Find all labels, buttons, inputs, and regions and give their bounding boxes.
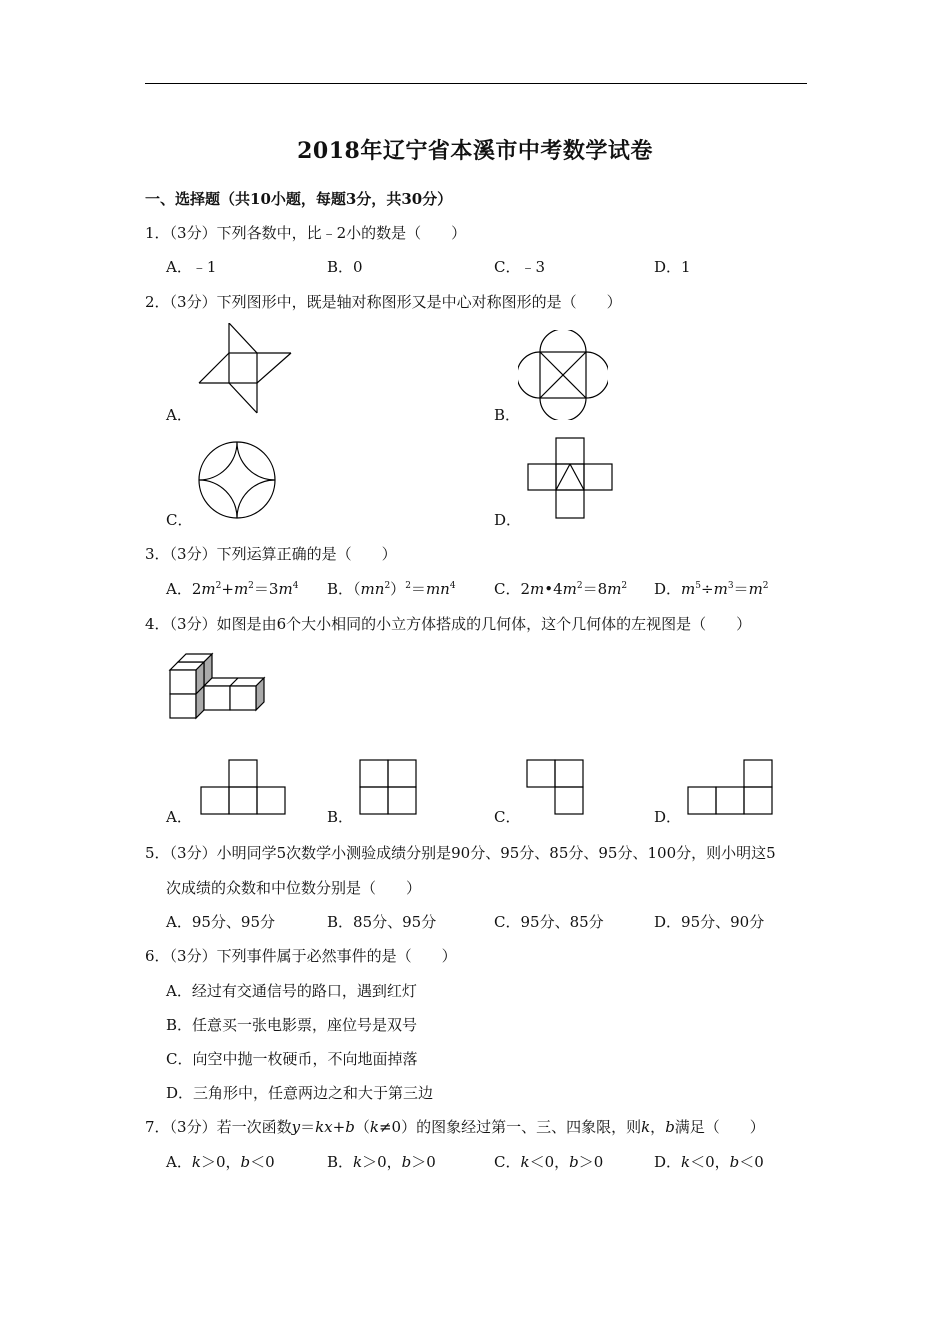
q5-option-c: C．95分、85分	[494, 913, 604, 931]
q2-option-d: D．	[494, 511, 522, 529]
q6-option-c: C．向空中抛一枚硬币，不向地面掉落	[166, 1050, 418, 1068]
q4-solid-figure	[166, 648, 268, 720]
q7-option-b: B．k＞0，b＞0	[327, 1153, 436, 1171]
section-heading: 一、选择题（共10小题，每题3分，共30分）	[145, 190, 453, 208]
q5-option-d: D．95分、90分	[654, 913, 765, 931]
q6-option-d: D．三角形中，任意两边之和大于第三边	[166, 1084, 434, 1102]
q3-option-a: A．$2m^2+m^2=3m^4$	[166, 580, 299, 598]
q1-option-c: C．﹣3	[494, 258, 546, 276]
q6-stem: 6．（3分）下列事件属于必然事件的是（ ）	[145, 947, 457, 965]
q4-view-d	[686, 758, 774, 816]
q6-option-a: A．经过有交通信号的路口，遇到红灯	[166, 982, 417, 1000]
q2-option-a: A．	[166, 406, 192, 424]
q3-stem: 3．（3分）下列运算正确的是（ ）	[145, 545, 397, 563]
q4-view-c	[525, 758, 585, 816]
q4-option-a: A．	[166, 808, 192, 826]
q5-stem-line2: 次成绩的众数和中位数分别是（ ）	[166, 879, 422, 897]
page-title: 2018年辽宁省本溪市中考数学试卷	[297, 138, 653, 164]
q7-option-a: A．k＞0，b＜0	[166, 1153, 275, 1171]
q5-stem-line1: 5．（3分）小明同学5次数学小测验成绩分别是90分、95分、85分、95分、100分，则小明这5	[145, 844, 776, 862]
q7-stem: 7．（3分）若一次函数y＝kx+b（k≠0）的图象经过第一、三、四象限，则k，b满足（ ）	[145, 1118, 765, 1136]
q4-option-c: C．	[494, 808, 521, 826]
q4-option-b: B．	[327, 808, 354, 826]
q5-option-b: B．85分、95分	[327, 913, 437, 931]
header-rule	[145, 83, 807, 84]
q4-stem: 4．（3分）如图是由6个大小相同的小立方体搭成的几何体，这个几何体的左视图是（ ）	[145, 615, 752, 633]
q5-option-a: A．95分、95分	[166, 913, 276, 931]
q3-option-c: C．$2m•4m^2=8m^2$	[494, 580, 628, 598]
q2-figure-c	[197, 440, 277, 520]
q7-option-c: C．k＜0，b＞0	[494, 1153, 604, 1171]
q3-option-b: B．$(mn^2)^2=mn^4$	[327, 580, 456, 598]
q1-option-b: B．0	[327, 258, 363, 276]
q2-figure-a	[197, 323, 293, 415]
q2-figure-b	[518, 330, 608, 420]
q4-option-d: D．	[654, 808, 682, 826]
q3-option-d: D．$m^5\div m^3=m^2$	[654, 580, 769, 598]
q4-view-b	[358, 758, 418, 816]
q2-stem: 2．（3分）下列图形中，既是轴对称图形又是中心对称图形的是（ ）	[145, 293, 622, 311]
q2-option-c: C．	[166, 511, 193, 529]
q7-option-d: D．k＜0，b＜0	[654, 1153, 764, 1171]
q6-option-b: B．任意买一张电影票，座位号是双号	[166, 1016, 418, 1034]
q1-stem: 1．（3分）下列各数中，比﹣2小的数是（ ）	[145, 224, 467, 242]
q4-view-a	[199, 758, 287, 816]
q1-option-a: A．﹣1	[166, 258, 217, 276]
q2-figure-d	[527, 437, 613, 521]
q1-option-d: D．1	[654, 258, 691, 276]
q2-option-b: B．	[494, 406, 521, 424]
